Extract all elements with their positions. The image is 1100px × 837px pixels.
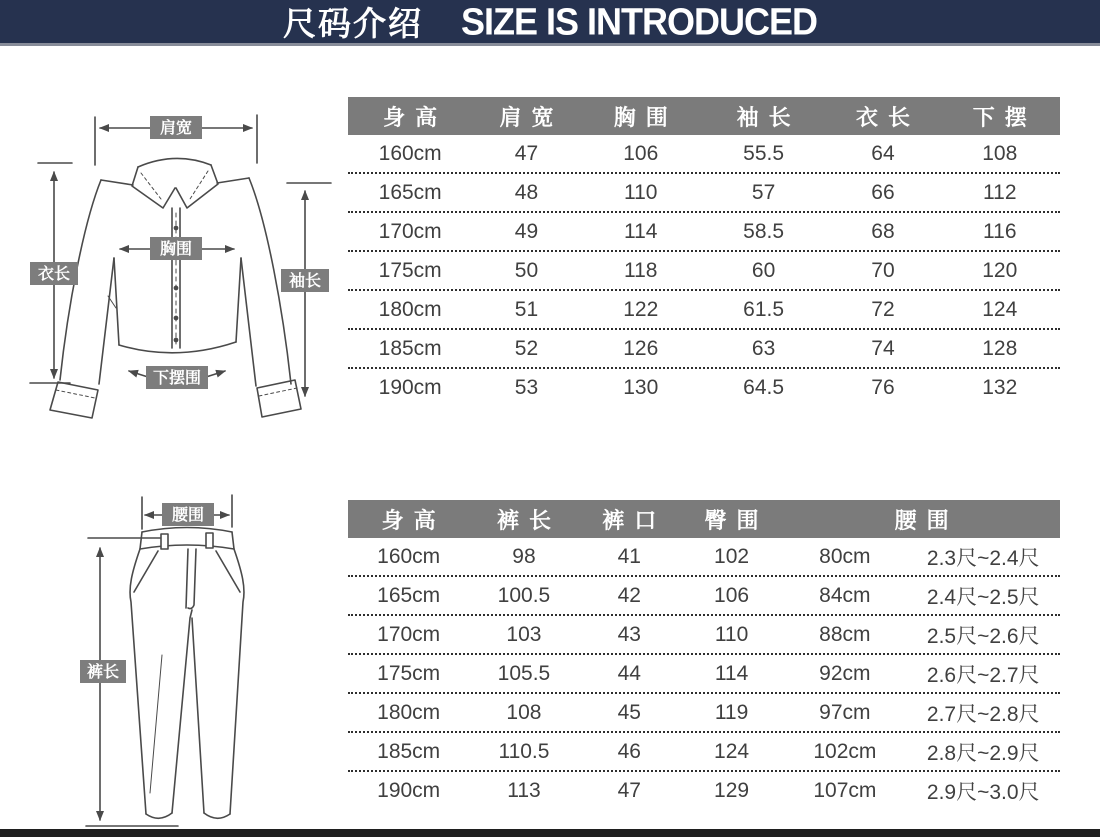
table-row bbox=[348, 616, 1060, 655]
table-cell: 110.5 bbox=[498, 739, 550, 763]
table-cell: 49 bbox=[514, 219, 539, 243]
table-cell: 118 bbox=[624, 258, 658, 282]
table-cell: 110 bbox=[714, 622, 749, 646]
waist-label: 腰围 bbox=[171, 507, 205, 524]
length-label: 衣长 bbox=[37, 266, 71, 283]
pants-fly bbox=[186, 549, 196, 609]
table-cell: 53 bbox=[514, 375, 539, 399]
chest-label: 胸围 bbox=[159, 241, 193, 258]
hem-label: 下摆围 bbox=[152, 370, 202, 387]
pants-diagram bbox=[60, 477, 380, 835]
table-cell: 107cm bbox=[813, 778, 877, 802]
table-cell: 170cm bbox=[377, 622, 441, 646]
table-cell: 66 bbox=[871, 180, 895, 204]
shoulder-label: 肩宽 bbox=[159, 120, 193, 137]
table-cell: 160cm bbox=[378, 141, 442, 165]
table-row bbox=[348, 538, 1060, 577]
table-cell: 132 bbox=[982, 375, 1018, 399]
table-cell: 2.6尺~2.7尺 bbox=[926, 663, 1040, 687]
table-cell: 64.5 bbox=[743, 375, 785, 399]
table-cell: 128 bbox=[982, 336, 1018, 360]
table-cell: 113 bbox=[507, 778, 541, 802]
table-cell: 80cm bbox=[819, 544, 871, 568]
column-header: 肩宽 bbox=[499, 104, 564, 130]
table-cell: 185cm bbox=[378, 336, 442, 360]
table-row bbox=[348, 291, 1060, 330]
column-header: 胸围 bbox=[613, 104, 678, 130]
table-cell: 43 bbox=[617, 622, 641, 646]
table-cell: 42 bbox=[617, 583, 641, 607]
size-intro-banner bbox=[0, 0, 1100, 46]
column-header: 下摆 bbox=[972, 104, 1037, 130]
table-cell: 105.5 bbox=[497, 661, 551, 685]
shirt-body-left bbox=[114, 258, 119, 345]
table-row bbox=[348, 655, 1060, 694]
table-cell: 61.5 bbox=[743, 297, 785, 321]
table-row bbox=[348, 694, 1060, 733]
table-cell: 170cm bbox=[378, 219, 442, 243]
table-row bbox=[348, 772, 1060, 809]
table-cell: 76 bbox=[871, 375, 895, 399]
table-cell: 126 bbox=[623, 336, 659, 360]
table-cell: 47 bbox=[617, 778, 641, 802]
pants-waist-top bbox=[142, 528, 232, 533]
table-cell: 175cm bbox=[378, 258, 442, 282]
table-row bbox=[348, 213, 1060, 252]
shirt-table-header-row bbox=[348, 97, 1060, 135]
table-cell: 58.5 bbox=[743, 219, 785, 243]
shirt-size-table bbox=[348, 97, 1060, 406]
column-header: 身高 bbox=[381, 507, 446, 533]
table-cell: 102cm bbox=[813, 739, 877, 763]
table-cell: 160cm bbox=[377, 544, 441, 568]
table-cell: 165cm bbox=[377, 583, 441, 607]
table-cell: 119 bbox=[714, 700, 749, 724]
column-header: 臀围 bbox=[704, 507, 769, 533]
table-cell: 92cm bbox=[819, 661, 871, 685]
table-cell: 114 bbox=[714, 661, 749, 685]
table-cell: 44 bbox=[617, 661, 641, 685]
table-cell: 97cm bbox=[819, 700, 871, 724]
table-cell: 51 bbox=[514, 297, 539, 321]
table-cell: 64 bbox=[871, 141, 895, 165]
table-cell: 124 bbox=[714, 739, 750, 763]
bottom-divider-bar bbox=[0, 829, 1100, 837]
banner-title-cn: 尺码介绍 bbox=[282, 5, 423, 42]
table-cell: 190cm bbox=[377, 778, 441, 802]
table-cell: 60 bbox=[751, 258, 776, 282]
table-cell: 70 bbox=[871, 258, 895, 282]
table-cell: 41 bbox=[617, 544, 641, 568]
table-cell: 84cm bbox=[819, 583, 871, 607]
pants-table-header-row bbox=[348, 500, 1060, 538]
shirt-hem bbox=[119, 342, 236, 353]
banner-title-en: SIZE IS INTRODUCED bbox=[460, 0, 818, 43]
table-cell: 2.7尺~2.8尺 bbox=[926, 702, 1040, 726]
table-cell: 180cm bbox=[377, 700, 441, 724]
column-header: 裤长 bbox=[496, 507, 561, 533]
pants-table-body bbox=[348, 538, 1060, 809]
table-cell: 2.4尺~2.5尺 bbox=[926, 585, 1040, 609]
table-cell: 130 bbox=[623, 375, 659, 399]
table-cell: 2.3尺~2.4尺 bbox=[926, 546, 1040, 570]
table-cell: 106 bbox=[623, 141, 659, 165]
pants-left-outer bbox=[130, 549, 146, 814]
table-cell: 52 bbox=[514, 336, 539, 360]
pants-size-table bbox=[348, 500, 1060, 809]
table-cell: 47 bbox=[514, 141, 539, 165]
table-cell: 108 bbox=[982, 141, 1018, 165]
table-cell: 112 bbox=[983, 180, 1017, 204]
table-cell: 124 bbox=[982, 297, 1018, 321]
table-cell: 108 bbox=[506, 700, 542, 724]
table-row bbox=[348, 733, 1060, 772]
shirt-diagram bbox=[0, 55, 345, 455]
table-cell: 88cm bbox=[819, 622, 871, 646]
pants-right-outer bbox=[230, 549, 244, 814]
sleeve-label: 袖长 bbox=[288, 273, 322, 290]
table-cell: 2.5尺~2.6尺 bbox=[926, 624, 1040, 648]
table-cell: 165cm bbox=[378, 180, 442, 204]
table-cell: 45 bbox=[617, 700, 641, 724]
table-cell: 2.9尺~3.0尺 bbox=[926, 780, 1040, 804]
table-cell: 72 bbox=[871, 297, 895, 321]
table-cell: 68 bbox=[871, 219, 895, 243]
shirt-collar-line bbox=[138, 158, 211, 167]
pants-crease-line bbox=[150, 655, 162, 793]
column-header: 裤口 bbox=[602, 507, 667, 533]
table-cell: 48 bbox=[514, 180, 539, 204]
table-cell: 103 bbox=[506, 622, 542, 646]
table-cell: 63 bbox=[751, 336, 776, 360]
table-row bbox=[348, 330, 1060, 369]
table-row bbox=[348, 135, 1060, 174]
table-cell: 116 bbox=[983, 219, 1017, 243]
column-header: 腰围 bbox=[894, 507, 959, 533]
table-cell: 129 bbox=[714, 778, 750, 802]
table-cell: 100.5 bbox=[497, 583, 551, 607]
pants-waist-bottom bbox=[140, 545, 234, 549]
table-cell: 2.8尺~2.9尺 bbox=[926, 741, 1040, 765]
table-row bbox=[348, 252, 1060, 291]
table-cell: 185cm bbox=[377, 739, 441, 763]
table-cell: 120 bbox=[982, 258, 1018, 282]
pants-length-label: 裤长 bbox=[86, 664, 120, 681]
table-row bbox=[348, 174, 1060, 213]
table-cell: 74 bbox=[871, 336, 895, 360]
table-cell: 46 bbox=[617, 739, 641, 763]
table-cell: 55.5 bbox=[743, 141, 785, 165]
table-cell: 114 bbox=[624, 219, 658, 243]
column-header: 衣长 bbox=[855, 104, 920, 130]
shirt-table-body bbox=[348, 135, 1060, 406]
table-cell: 110 bbox=[624, 180, 658, 204]
table-cell: 180cm bbox=[378, 297, 442, 321]
table-cell: 50 bbox=[514, 258, 539, 282]
column-header: 袖长 bbox=[736, 104, 801, 130]
table-cell: 190cm bbox=[378, 375, 442, 399]
table-cell: 122 bbox=[623, 297, 659, 321]
column-header: 身高 bbox=[383, 104, 448, 130]
table-cell: 106 bbox=[714, 583, 750, 607]
table-cell: 102 bbox=[714, 544, 750, 568]
table-row bbox=[348, 577, 1060, 616]
table-row bbox=[348, 369, 1060, 406]
table-cell: 175cm bbox=[377, 661, 441, 685]
table-cell: 98 bbox=[512, 544, 536, 568]
table-cell: 57 bbox=[751, 180, 776, 204]
